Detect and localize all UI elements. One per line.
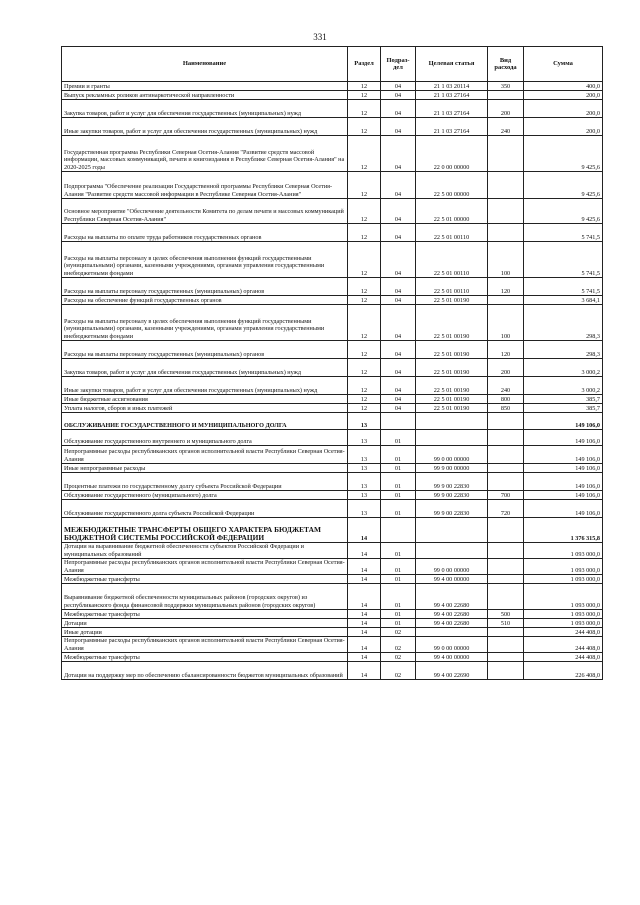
row-podrazdel-cell: 01 (381, 500, 416, 518)
row-target-cell: 22 5 01 00110 (416, 242, 488, 278)
row-sum-cell: 1 376 315,8 (524, 518, 603, 543)
row-type-cell: 200 (488, 100, 524, 118)
row-razdel-cell: 12 (348, 172, 381, 199)
table-row (62, 575, 603, 584)
row-podrazdel-cell: 01 (381, 619, 416, 628)
row-razdel-cell: 13 (348, 500, 381, 518)
row-sum-cell: 1 093 000,0 (524, 543, 603, 559)
row-razdel-cell: 14 (348, 543, 381, 559)
row-sum-cell: 149 106,0 (524, 413, 603, 430)
row-type-cell (488, 518, 524, 543)
row-sum-cell: 1 093 000,0 (524, 610, 603, 619)
row-podrazdel-cell: 04 (381, 91, 416, 100)
row-target-cell: 99 0 00 00000 (416, 559, 488, 575)
row-type-cell: 720 (488, 500, 524, 518)
row-target-cell: 99 4 00 22690 (416, 662, 488, 680)
col-header-podrazdel: Подраз-дел (381, 47, 416, 82)
row-name-cell: Межбюджетные трансферты (62, 653, 348, 662)
row-target-cell: 22 5 01 00190 (416, 377, 488, 395)
row-sum-cell: 149 106,0 (524, 491, 603, 500)
row-target-cell (416, 518, 488, 543)
row-name-cell: Премии и гранты (62, 82, 348, 91)
row-podrazdel-cell: 04 (381, 199, 416, 224)
row-target-cell: 99 4 00 00000 (416, 653, 488, 662)
row-target-cell: 99 4 00 22680 (416, 584, 488, 610)
row-sum-cell: 298,3 (524, 305, 603, 341)
row-name-cell: Дотации (62, 619, 348, 628)
row-name-cell: Выравнивание бюджетной обеспеченности муниципальных районов (городских округов) из республиканского фонда финансовой поддержки муниципальных районов (городских округов) (62, 584, 348, 610)
row-podrazdel-cell: 02 (381, 637, 416, 653)
row-razdel-cell: 14 (348, 653, 381, 662)
row-type-cell (488, 628, 524, 637)
row-type-cell (488, 473, 524, 491)
row-name-cell: Дотации на выравнивание бюджетной обеспеченности субъектов Российской Федерации и муниципальных образований (62, 543, 348, 559)
row-podrazdel-cell: 01 (381, 446, 416, 464)
row-podrazdel-cell: 01 (381, 610, 416, 619)
row-sum-cell: 149 106,0 (524, 500, 603, 518)
row-type-cell (488, 413, 524, 430)
row-sum-cell: 1 093 000,0 (524, 559, 603, 575)
table-row (62, 628, 603, 637)
row-type-cell (488, 559, 524, 575)
table-row (62, 518, 603, 543)
row-target-cell: 99 0 00 00000 (416, 637, 488, 653)
row-target-cell: 21 1 03 27164 (416, 91, 488, 100)
table-row (62, 404, 603, 413)
row-type-cell: 850 (488, 404, 524, 413)
row-name-cell: Государственная программа Республики Северная Осетия-Алания "Развитие средств массовой информации, массовых коммуникаций, печати и книгоиздания в Республике Северная Осетия-Алания" на 2020-2025 годы (62, 136, 348, 172)
row-podrazdel-cell: 01 (381, 543, 416, 559)
row-podrazdel-cell: 04 (381, 359, 416, 377)
row-podrazdel-cell (381, 518, 416, 543)
row-razdel-cell: 12 (348, 82, 381, 91)
row-podrazdel-cell: 01 (381, 491, 416, 500)
row-sum-cell: 244 408,0 (524, 653, 603, 662)
row-razdel-cell: 14 (348, 559, 381, 575)
row-razdel-cell: 14 (348, 610, 381, 619)
row-sum-cell: 9 425,6 (524, 199, 603, 224)
row-target-cell: 22 5 01 00110 (416, 278, 488, 296)
row-sum-cell: 9 425,6 (524, 172, 603, 199)
col-header-target: Целевая статья (416, 47, 488, 82)
row-type-cell (488, 172, 524, 199)
row-target-cell: 99 4 00 22680 (416, 610, 488, 619)
row-razdel-cell: 14 (348, 584, 381, 610)
row-podrazdel-cell: 01 (381, 575, 416, 584)
row-podrazdel-cell: 01 (381, 559, 416, 575)
row-sum-cell: 149 106,0 (524, 464, 603, 473)
row-razdel-cell: 12 (348, 136, 381, 172)
row-name-cell: Выпуск рекламных роликов антинаркотической направленности (62, 91, 348, 100)
row-name-cell: Закупка товаров, работ и услуг для обеспечения государственных (муниципальных) нужд (62, 100, 348, 118)
row-target-cell: 99 4 00 22680 (416, 619, 488, 628)
row-type-cell (488, 464, 524, 473)
row-podrazdel-cell: 04 (381, 136, 416, 172)
row-razdel-cell: 12 (348, 242, 381, 278)
table-row (62, 118, 603, 136)
row-name-cell: Непрограммные расходы республиканских органов исполнительной власти Республики Северная Осетия-Алания (62, 637, 348, 653)
row-target-cell: 99 0 00 00000 (416, 446, 488, 464)
row-target-cell (416, 413, 488, 430)
table-row (62, 242, 603, 278)
row-podrazdel-cell: 01 (381, 464, 416, 473)
table-row (62, 619, 603, 628)
row-sum-cell: 5 741,5 (524, 224, 603, 242)
page-number: 331 (313, 32, 327, 42)
row-razdel-cell: 14 (348, 518, 381, 543)
row-type-cell: 240 (488, 377, 524, 395)
table-row (62, 100, 603, 118)
table-row (62, 82, 603, 91)
table-row (62, 430, 603, 446)
row-sum-cell: 5 741,5 (524, 242, 603, 278)
row-podrazdel-cell: 04 (381, 172, 416, 199)
row-target-cell: 21 1 03 27164 (416, 118, 488, 136)
table-row (62, 491, 603, 500)
table-body (62, 82, 603, 680)
row-type-cell: 240 (488, 118, 524, 136)
row-type-cell (488, 136, 524, 172)
row-target-cell: 22 5 01 00190 (416, 395, 488, 404)
row-target-cell: 22 5 01 00190 (416, 305, 488, 341)
row-podrazdel-cell: 04 (381, 341, 416, 359)
row-name-cell: Расходы на обеспечение функций государственных органов (62, 296, 348, 305)
row-target-cell: 99 9 00 00000 (416, 464, 488, 473)
table-row (62, 637, 603, 653)
row-sum-cell: 149 106,0 (524, 446, 603, 464)
row-name-cell: Расходы на выплаты персоналу государственных (муниципальных) органов (62, 341, 348, 359)
row-name-cell: Иные закупки товаров, работ и услуг для обеспечения государственных (муниципальных) нужд (62, 118, 348, 136)
row-podrazdel-cell: 04 (381, 395, 416, 404)
row-sum-cell: 385,7 (524, 395, 603, 404)
row-target-cell: 22 5 01 00190 (416, 341, 488, 359)
row-target-cell: 99 4 00 00000 (416, 575, 488, 584)
row-name-cell: Основное мероприятие "Обеспечение деятельности Комитета по делам печати и массовых коммуникаций Республики Северная Осетия-Алания" (62, 199, 348, 224)
row-name-cell: Непрограммные расходы республиканских органов исполнительной власти Республики Северная Осетия-Алания (62, 446, 348, 464)
table-row (62, 464, 603, 473)
row-razdel-cell: 14 (348, 575, 381, 584)
row-podrazdel-cell: 01 (381, 430, 416, 446)
row-razdel-cell: 13 (348, 464, 381, 473)
table-header-row (62, 47, 603, 82)
table-row (62, 653, 603, 662)
row-type-cell: 800 (488, 395, 524, 404)
row-target-cell: 22 5 01 00110 (416, 224, 488, 242)
row-name-cell: Обслуживание государственного (муниципального) долга (62, 491, 348, 500)
row-razdel-cell: 12 (348, 118, 381, 136)
table-row (62, 395, 603, 404)
table-row (62, 224, 603, 242)
row-podrazdel-cell: 04 (381, 377, 416, 395)
row-target-cell (416, 430, 488, 446)
row-type-cell: 100 (488, 305, 524, 341)
row-name-cell: Обслуживание государственного долга субъекта Российской Федерации (62, 500, 348, 518)
row-podrazdel-cell: 04 (381, 118, 416, 136)
row-type-cell: 350 (488, 82, 524, 91)
row-razdel-cell: 13 (348, 430, 381, 446)
row-sum-cell: 3 684,1 (524, 296, 603, 305)
row-razdel-cell: 12 (348, 395, 381, 404)
row-type-cell (488, 662, 524, 680)
row-target-cell: 22 5 01 00000 (416, 199, 488, 224)
row-podrazdel-cell: 04 (381, 296, 416, 305)
row-target-cell: 99 9 00 22830 (416, 473, 488, 491)
row-type-cell: 500 (488, 610, 524, 619)
table-row (62, 584, 603, 610)
row-name-cell: Иные дотации (62, 628, 348, 637)
row-name-cell: Расходы на выплаты персоналу государственных (муниципальных) органов (62, 278, 348, 296)
row-sum-cell: 5 741,5 (524, 278, 603, 296)
col-header-razdel: Раздел (348, 47, 381, 82)
row-razdel-cell: 12 (348, 404, 381, 413)
row-podrazdel-cell: 04 (381, 242, 416, 278)
row-razdel-cell: 13 (348, 446, 381, 464)
row-type-cell: 510 (488, 619, 524, 628)
row-type-cell (488, 637, 524, 653)
row-target-cell: 22 5 00 00000 (416, 172, 488, 199)
row-razdel-cell: 12 (348, 91, 381, 100)
table-row (62, 305, 603, 341)
row-razdel-cell: 12 (348, 199, 381, 224)
row-name-cell: Непрограммные расходы республиканских органов исполнительной власти Республики Северная Осетия-Алания (62, 559, 348, 575)
row-razdel-cell: 12 (348, 278, 381, 296)
row-type-cell (488, 584, 524, 610)
table-row (62, 199, 603, 224)
row-target-cell (416, 543, 488, 559)
row-type-cell (488, 296, 524, 305)
row-target-cell: 21 1 03 27164 (416, 100, 488, 118)
row-podrazdel-cell: 01 (381, 584, 416, 610)
row-razdel-cell: 12 (348, 100, 381, 118)
row-name-cell: Закупка товаров, работ и услуг для обеспечения государственных (муниципальных) нужд (62, 359, 348, 377)
row-name-cell: Межбюджетные трансферты (62, 610, 348, 619)
row-type-cell (488, 199, 524, 224)
row-podrazdel-cell: 04 (381, 404, 416, 413)
table-row (62, 662, 603, 680)
row-name-cell: Процентные платежи по государственному долгу субъекта Российской Федерации (62, 473, 348, 491)
row-sum-cell: 400,0 (524, 82, 603, 91)
row-razdel-cell: 13 (348, 473, 381, 491)
row-razdel-cell: 14 (348, 637, 381, 653)
table-row (62, 91, 603, 100)
row-sum-cell: 1 093 000,0 (524, 619, 603, 628)
row-target-cell: 21 1 03 20114 (416, 82, 488, 91)
row-target-cell: 99 9 00 22830 (416, 491, 488, 500)
table-row (62, 559, 603, 575)
table-row (62, 136, 603, 172)
row-razdel-cell: 12 (348, 359, 381, 377)
row-sum-cell: 149 106,0 (524, 430, 603, 446)
row-sum-cell: 9 425,6 (524, 136, 603, 172)
row-sum-cell: 200,0 (524, 100, 603, 118)
row-podrazdel-cell: 02 (381, 628, 416, 637)
row-sum-cell: 149 106,0 (524, 473, 603, 491)
row-target-cell: 22 5 01 00190 (416, 359, 488, 377)
row-name-cell: ОБСЛУЖИВАНИЕ ГОСУДАРСТВЕННОГО И МУНИЦИПАЛЬНОГО ДОЛГА (62, 413, 348, 430)
row-sum-cell: 3 000,2 (524, 377, 603, 395)
row-type-cell: 700 (488, 491, 524, 500)
row-type-cell (488, 91, 524, 100)
row-name-cell: Иные непрограммные расходы (62, 464, 348, 473)
row-razdel-cell: 12 (348, 341, 381, 359)
row-type-cell: 100 (488, 242, 524, 278)
row-name-cell: Иные бюджетные ассигнования (62, 395, 348, 404)
row-razdel-cell: 12 (348, 305, 381, 341)
row-razdel-cell: 12 (348, 224, 381, 242)
row-podrazdel-cell: 02 (381, 653, 416, 662)
row-podrazdel-cell: 02 (381, 662, 416, 680)
row-name-cell: Межбюджетные трансферты (62, 575, 348, 584)
table-row (62, 172, 603, 199)
row-target-cell: 22 5 01 00190 (416, 404, 488, 413)
row-razdel-cell: 12 (348, 296, 381, 305)
row-razdel-cell: 12 (348, 377, 381, 395)
row-podrazdel-cell: 04 (381, 305, 416, 341)
row-target-cell: 99 9 00 22830 (416, 500, 488, 518)
col-header-sum: Сумма (524, 47, 603, 82)
row-type-cell (488, 430, 524, 446)
row-sum-cell: 200,0 (524, 118, 603, 136)
table-row (62, 341, 603, 359)
row-sum-cell: 244 408,0 (524, 628, 603, 637)
row-type-cell: 120 (488, 278, 524, 296)
budget-table (61, 46, 603, 680)
row-podrazdel-cell: 04 (381, 82, 416, 91)
row-sum-cell: 385,7 (524, 404, 603, 413)
row-podrazdel-cell (381, 413, 416, 430)
row-type-cell (488, 575, 524, 584)
row-name-cell: Расходы на выплаты персоналу в целях обеспечения выполнения функций государственными (муниципальными) органами, казенными учреждениями, органами управления государственными внебюджетными фондами (62, 305, 348, 341)
table-row (62, 359, 603, 377)
row-name-cell: Дотации на поддержку мер по обеспечению сбалансированности бюджетов муниципальных образований (62, 662, 348, 680)
row-razdel-cell: 13 (348, 413, 381, 430)
row-sum-cell: 3 000,2 (524, 359, 603, 377)
row-name-cell: Обслуживание государственного внутреннего и муниципального долга (62, 430, 348, 446)
row-podrazdel-cell: 04 (381, 278, 416, 296)
row-sum-cell: 226 408,0 (524, 662, 603, 680)
row-podrazdel-cell: 01 (381, 473, 416, 491)
row-type-cell (488, 224, 524, 242)
row-sum-cell: 1 093 000,0 (524, 584, 603, 610)
table-row (62, 377, 603, 395)
row-target-cell: 22 0 00 00000 (416, 136, 488, 172)
row-sum-cell: 298,3 (524, 341, 603, 359)
table-row (62, 543, 603, 559)
row-razdel-cell: 14 (348, 628, 381, 637)
row-name-cell: Расходы на выплаты по оплате труда работников государственных органов (62, 224, 348, 242)
row-name-cell: Расходы на выплаты персоналу в целях обеспечения выполнения функций государственными (муниципальными) органами, казенными учреждениями, органами управления государственными внебюджетными фондами (62, 242, 348, 278)
row-name-cell: МЕЖБЮДЖЕТНЫЕ ТРАНСФЕРТЫ ОБЩЕГО ХАРАКТЕРА БЮДЖЕТАМ БЮДЖЕТНОЙ СИСТЕМЫ РОССИЙСКОЙ ФЕДЕРАЦИИ (62, 518, 348, 543)
table-row (62, 500, 603, 518)
row-razdel-cell: 14 (348, 619, 381, 628)
row-type-cell (488, 653, 524, 662)
col-header-name: Наименование (62, 47, 348, 82)
row-name-cell: Уплата налогов, сборов и иных платежей (62, 404, 348, 413)
table-row (62, 446, 603, 464)
row-type-cell (488, 446, 524, 464)
row-podrazdel-cell: 04 (381, 224, 416, 242)
row-target-cell: 22 5 01 00190 (416, 296, 488, 305)
row-type-cell: 200 (488, 359, 524, 377)
table-row (62, 413, 603, 430)
table-row (62, 278, 603, 296)
row-razdel-cell: 14 (348, 662, 381, 680)
row-podrazdel-cell: 04 (381, 100, 416, 118)
row-name-cell: Подпрограмма "Обеспечение реализации Государственной программы Республики Северная Осетия-Алания "Развитие средств массовой информации в Республике Северная Осетия-Алания" (62, 172, 348, 199)
row-target-cell (416, 628, 488, 637)
row-razdel-cell: 13 (348, 491, 381, 500)
row-name-cell: Иные закупки товаров, работ и услуг для обеспечения государственных (муниципальных) нужд (62, 377, 348, 395)
col-header-type: Вид расхода (488, 47, 524, 82)
row-sum-cell: 200,0 (524, 91, 603, 100)
row-sum-cell: 1 093 000,0 (524, 575, 603, 584)
table-row (62, 610, 603, 619)
row-type-cell: 120 (488, 341, 524, 359)
row-type-cell (488, 543, 524, 559)
table-row (62, 473, 603, 491)
table-row (62, 296, 603, 305)
row-sum-cell: 244 408,0 (524, 637, 603, 653)
